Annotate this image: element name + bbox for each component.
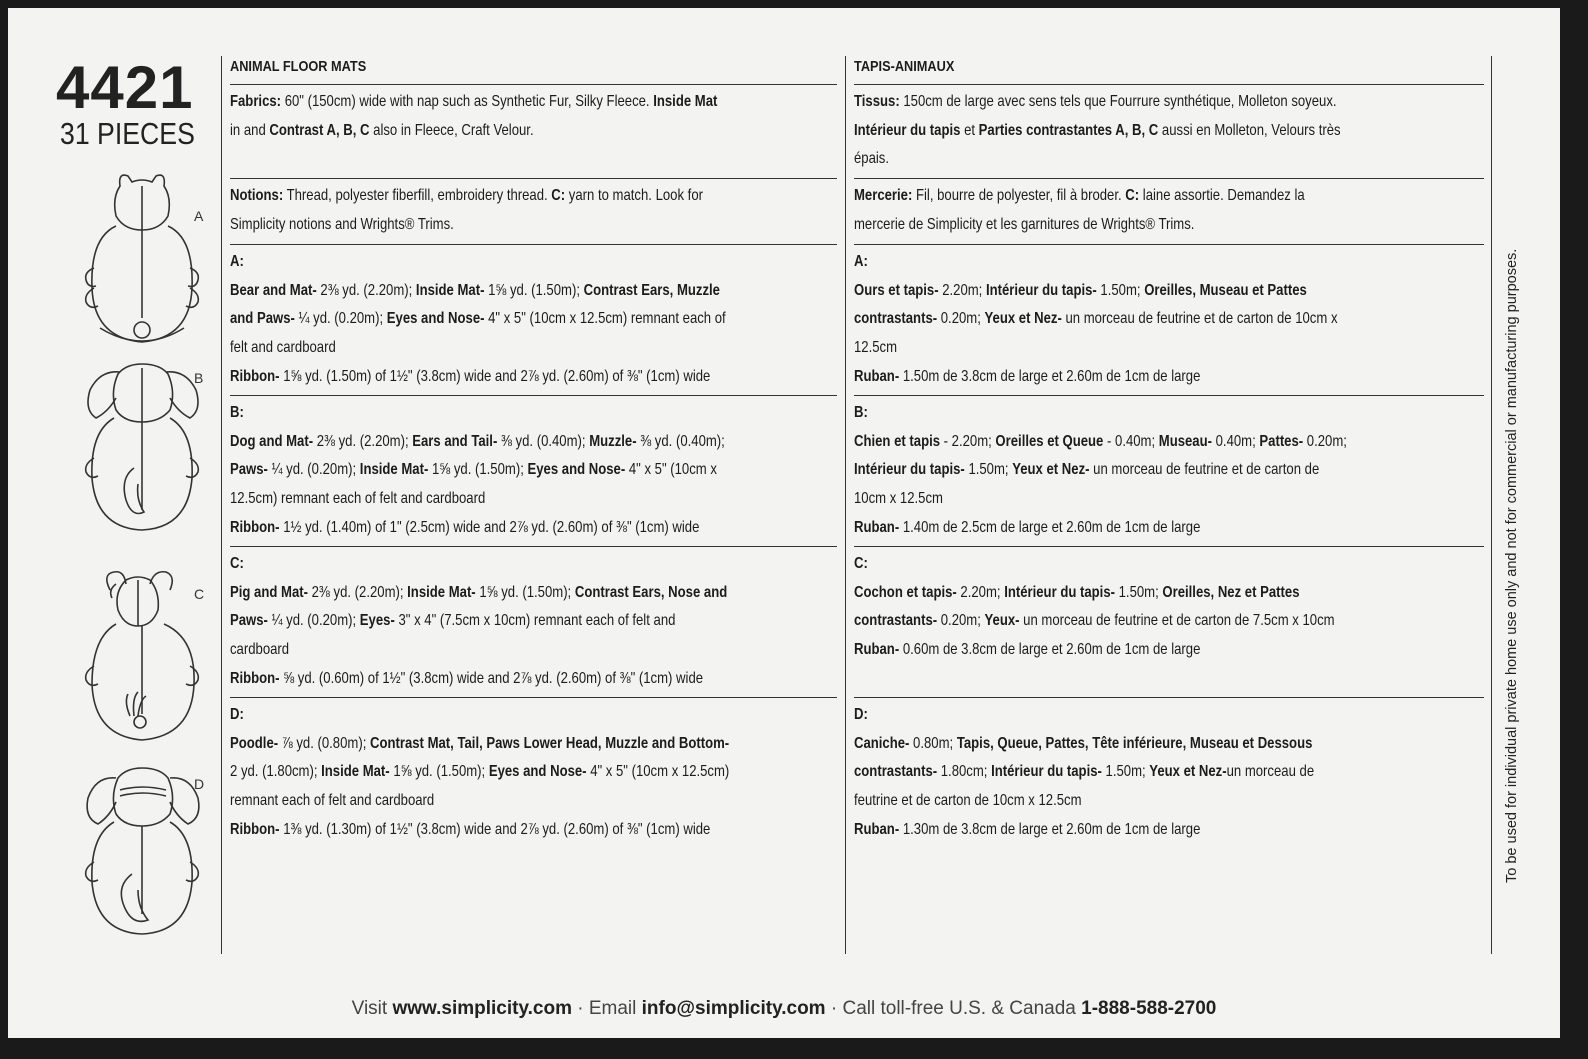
text-line: épais. (854, 150, 890, 168)
pattern-envelope-back (8, 8, 1560, 1038)
text-line: Ours et tapis- 2.20m; Intérieur du tapis- 1.50m; Oreilles, Museau et Pattes (854, 281, 1307, 299)
text-line: 12.5cm (854, 339, 898, 357)
mercerie-section (854, 178, 1484, 244)
text-line: Pig and Mat- 2⅜ yd. (2.20m); Inside Mat- 1⅝ yd. (1.50m); Contrast Ears, Nose and (230, 583, 728, 601)
text-line: remnant each of felt and cardboard (230, 792, 435, 810)
text-line: contrastants- 0.20m; Yeux et Nez- un morceau de feutrine et de carton de 10cm x (854, 310, 1338, 328)
poodle-icon (80, 764, 210, 944)
text-line: B: (230, 404, 244, 421)
text-line: Ribbon- 1⅝ yd. (1.50m) of 1½" (3.8cm) wide and 2⅞ yd. (2.60m) of ⅜" (1cm) wide (230, 367, 711, 385)
text-line: contrastants- 0.20m; Yeux- un morceau de feutrine et de carton de 7.5cm x 10cm (854, 612, 1335, 630)
text-line: and Paws- ¼ yd. (0.20m); Eyes and Nose- 4" x 5" (10cm x 12.5cm) remnant each of (230, 310, 726, 328)
text-line: Ribbon- 1⅜ yd. (1.30m) of 1½" (3.8cm) wide and 2⅞ yd. (2.60m) of ⅜" (1cm) wide (230, 820, 711, 838)
call-label: · Call toll-free U.S. & Canada (825, 998, 1082, 1019)
text-line: C: (854, 555, 868, 572)
dog-icon (80, 360, 205, 540)
illustration-label-a: A (194, 208, 204, 224)
text-line: Ribbon- ⅝ yd. (0.60m) of 1½" (3.8cm) wide and 2⅞ yd. (2.60m) of ⅜" (1cm) wide (230, 669, 704, 687)
usage-disclaimer: To be used for individual private home use only and not for commercial or manufacturing purposes. (1504, 248, 1520, 883)
text-line: Intérieur du tapis et Parties contrastantes A, B, C aussi en Molleton, Velours très (854, 121, 1341, 139)
text-line: Cochon et tapis- 2.20m; Intérieur du tapis- 1.50m; Oreilles, Nez et Pattes (854, 583, 1300, 601)
email-label: · Email (571, 998, 642, 1019)
text-line: Chien et tapis - 2.20m; Oreilles et Queue - 0.40m; Museau- 0.40m; Pattes- 0.20m; (854, 432, 1347, 450)
text-line: Fabrics: 60" (150cm) wide with nap such as Synthetic Fur, Silky Fleece. Inside Mat (230, 93, 718, 110)
english-title: ANIMAL FLOOR MATS (230, 58, 367, 75)
text-line: Paws- ¼ yd. (0.20m); Eyes- 3" x 4" (7.5cm x 10cm) remnant each of felt and (230, 612, 676, 630)
text-line: Caniche- 0.80m; Tapis, Queue, Pattes, Tête inférieure, Museau et Dessous (854, 734, 1313, 752)
text-line: Ribbon- 1½ yd. (1.40m) of 1" (2.5cm) wide and 2⅞ yd. (2.60m) of ⅜" (1cm) wide (230, 518, 700, 536)
text-line: B: (854, 404, 868, 421)
text-line: Notions: Thread, polyester fiberfill, embroidery thread. C: yarn to match. Look for (230, 187, 703, 204)
text-line: Intérieur du tapis- 1.50m; Yeux et Nez- un morceau de feutrine et de carton de (854, 461, 1320, 479)
text-line: Tissus: 150cm de large avec sens tels que Fourrure synthétique, Molleton soyeux. (854, 93, 1337, 110)
view-a-section (230, 244, 837, 395)
text-line: Mercerie: Fil, bourre de polyester, fil à broder. C: laine assortie. Demandez la (854, 187, 1305, 204)
website-link[interactable]: www.simplicity.com (392, 998, 572, 1019)
pig-icon (80, 566, 215, 752)
illustration-label-d: D (194, 776, 205, 792)
text-line: Ruban- 1.40m de 2.5cm de large et 2.60m de 1cm de large (854, 518, 1201, 536)
text-line: Simplicity notions and Wrights® Trims. (230, 215, 454, 233)
text-line: C: (230, 555, 244, 572)
text-line: A: (230, 253, 244, 270)
text-line: Paws- ¼ yd. (0.20m); Inside Mat- 1⅝ yd. (1.50m); Eyes and Nose- 4" x 5" (10cm x (230, 461, 717, 479)
fabrics-section (230, 84, 837, 178)
pattern-number: 4421 (56, 54, 194, 121)
piece-count: 31 PIECES (60, 116, 195, 151)
text-line: in and Contrast A, B, C also in Fleece, Craft Velour. (230, 121, 534, 139)
illustration-label-b: B (194, 370, 204, 386)
notions-section (230, 178, 837, 244)
text-line: Bear and Mat- 2⅜ yd. (2.20m); Inside Mat- 1⅝ yd. (1.50m); Contrast Ears, Muzzle (230, 281, 720, 299)
bear-icon (80, 168, 205, 358)
text-line: Poodle- ⅞ yd. (0.80m); Contrast Mat, Tail, Paws Lower Head, Muzzle and Bottom- (230, 734, 730, 752)
french-column (854, 56, 1484, 848)
text-line: cardboard (230, 641, 290, 659)
view-b-section (230, 395, 837, 546)
text-line: D: (230, 706, 244, 723)
illustration-label-c: C (194, 586, 205, 602)
view-c-section-fr (854, 546, 1484, 697)
email-link[interactable]: info@simplicity.com (641, 998, 826, 1019)
english-column (230, 56, 837, 848)
tissus-section (854, 84, 1484, 178)
text-line: Ruban- 0.60m de 3.8cm de large et 2.60m de 1cm de large (854, 641, 1201, 659)
text-line: A: (854, 253, 868, 270)
text-line: contrastants- 1.80cm; Intérieur du tapis- 1.50m; Yeux et Nez-un morceau de (854, 763, 1315, 781)
french-title: TAPIS-ANIMAUX (854, 58, 955, 75)
visit-label: Visit (351, 998, 393, 1019)
view-d-section (230, 697, 837, 848)
text-line: Ruban- 1.30m de 3.8cm de large et 2.60m de 1cm de large (854, 820, 1201, 838)
column-divider-left (221, 56, 222, 954)
text-line: Dog and Mat- 2⅜ yd. (2.20m); Ears and Tail- ⅜ yd. (0.40m); Muzzle- ⅜ yd. (0.40m); (230, 432, 725, 450)
text-line: 10cm x 12.5cm (854, 490, 943, 508)
text-line: felt and cardboard (230, 339, 336, 357)
view-a-section-fr (854, 244, 1484, 395)
column-divider-middle (845, 56, 846, 954)
phone-number: 1-888-588-2700 (1081, 998, 1217, 1019)
column-divider-right (1491, 56, 1492, 954)
text-line: mercerie de Simplicity et les garnitures de Wrights® Trims. (854, 215, 1195, 233)
contact-footer (8, 998, 1560, 1020)
view-d-section-fr (854, 697, 1484, 848)
text-line: 12.5cm) remnant each of felt and cardboard (230, 490, 486, 508)
text-line: Ruban- 1.50m de 3.8cm de large et 2.60m de 1cm de large (854, 367, 1201, 385)
text-line: feutrine et de carton de 10cm x 12.5cm (854, 792, 1082, 810)
text-line: 2 yd. (1.80cm); Inside Mat- 1⅝ yd. (1.50m); Eyes and Nose- 4" x 5" (10cm x 12.5cm) (230, 763, 730, 781)
view-b-section-fr (854, 395, 1484, 546)
text-line: D: (854, 706, 868, 723)
view-c-section (230, 546, 837, 697)
